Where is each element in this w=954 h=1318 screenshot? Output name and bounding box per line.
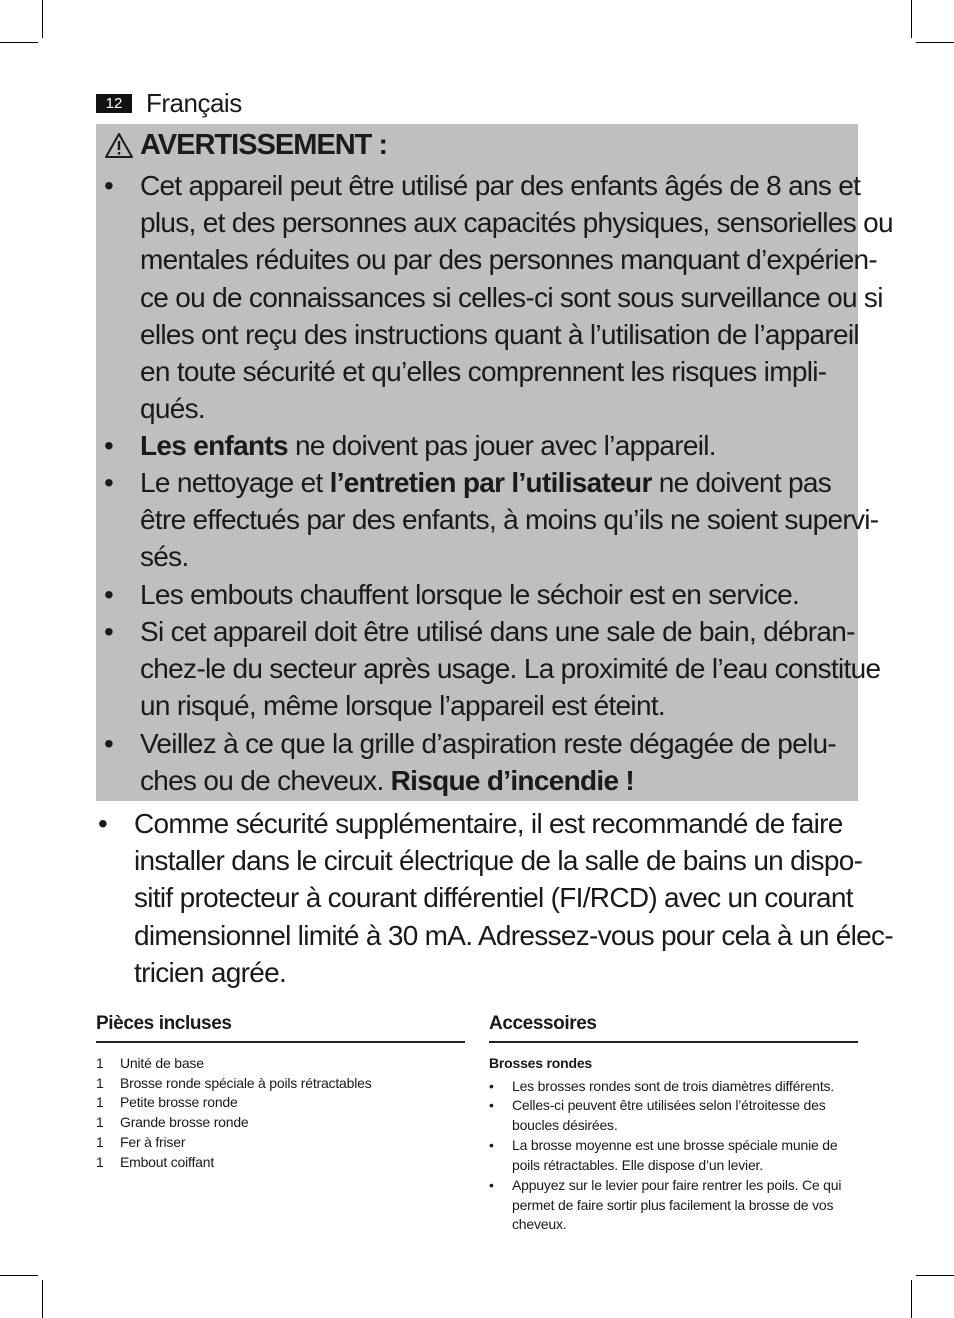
crop-mark <box>911 0 912 38</box>
text-line: La brosse moyenne est une brosse spéciale munie de <box>512 1137 838 1153</box>
bullet-dot: • <box>104 616 114 647</box>
text-span: Le nettoyage et <box>140 467 330 498</box>
part-name: Fer à friser <box>120 1134 186 1150</box>
crop-mark <box>42 0 43 38</box>
text-line: sitif protecteur à courant différentiel (FI/RCD) avec un courant <box>134 882 853 914</box>
part-name: Unité de base <box>120 1055 204 1071</box>
text-line: plus, et des personnes aux capacités physiques, sensorielles ou <box>140 207 893 239</box>
text-line: Cet appareil peut être utilisé par des enfants âgés de 8 ans et <box>140 170 861 201</box>
page-header <box>96 88 242 119</box>
crop-mark <box>916 1275 954 1276</box>
accessories-subtitle: Brosses rondes <box>489 1055 593 1071</box>
warning-triangle-icon <box>104 132 134 159</box>
bold-text: l’entretien par l’utilisateur <box>329 467 652 498</box>
bullet-dot: • <box>98 808 108 839</box>
accessories-title: Accessoires <box>489 1013 858 1043</box>
bullet-dot: • <box>489 1097 494 1113</box>
part-qty: 1 <box>96 1075 104 1091</box>
warning-box <box>96 124 893 801</box>
accessories-section <box>489 1013 858 1043</box>
bold-text: Les enfants <box>140 430 288 461</box>
part-qty: 1 <box>96 1055 104 1071</box>
bullet-dot: • <box>104 728 114 759</box>
text-line: un risqué, même lorsque l’appareil est éteint. <box>140 690 665 722</box>
part-qty: 1 <box>96 1154 104 1170</box>
text-line: Les embouts chauffent lorsque le séchoir est en service. <box>140 579 800 610</box>
bullet-dot: • <box>104 430 114 461</box>
part-name: Embout coiffant <box>120 1154 215 1170</box>
text-line: chez-le du secteur après usage. La proximité de l’eau constitue <box>140 653 881 685</box>
crop-mark <box>911 1280 912 1318</box>
text-line: Comme sécurité supplémentaire, il est recommandé de faire <box>134 808 843 839</box>
page-number: 12 <box>96 94 132 113</box>
parts-section <box>96 1013 465 1043</box>
bullet-dot: • <box>489 1177 494 1193</box>
warning-title <box>104 129 387 162</box>
text-line: être effectués par des enfants, à moins qu’ils ne soient supervi- <box>140 504 879 536</box>
text-line: mentales réduites ou par des personnes manquant d’expérien- <box>140 244 877 276</box>
warning-title-text: AVERTISSEMENT : <box>140 129 388 161</box>
part-name: Grande brosse ronde <box>120 1114 249 1130</box>
bullet-dot: • <box>104 579 114 610</box>
text-line: dimensionnel limité à 30 mA. Adressez-vous pour cela à un élec- <box>134 919 893 951</box>
crop-mark <box>0 1275 38 1276</box>
text-span: ne doivent pas <box>651 467 832 498</box>
text-line: tricien agrée. <box>134 956 287 988</box>
text-line: sés. <box>140 541 189 573</box>
text-line: ce ou de connaissances si celles-ci sont sous surveillance ou si <box>140 281 883 313</box>
text-line: Celles-ci peuvent être utilisées selon l’étroitesse des <box>512 1097 826 1113</box>
text-line: elles ont reçu des instructions quant à l’utilisation de l’appareil <box>140 318 859 350</box>
text-line: Veillez à ce que la grille d’aspiration reste dégagée de pelu- <box>140 728 836 759</box>
part-name: Petite brosse ronde <box>120 1094 238 1110</box>
bullet-dot: • <box>489 1137 494 1153</box>
text-line: qués. <box>140 393 205 425</box>
text-line: installer dans le circuit électrique de la salle de bains un dispo- <box>134 845 863 877</box>
text-line: permet de faire sortir plus facilement la brosse de vos <box>512 1197 834 1213</box>
crop-mark <box>0 42 38 43</box>
bullet-dot: • <box>104 170 114 201</box>
text-span: ches ou de cheveux. <box>140 765 391 797</box>
part-qty: 1 <box>96 1134 104 1150</box>
language-title: Français <box>146 88 242 118</box>
crop-mark <box>916 42 954 43</box>
text-line: Si cet appareil doit être utilisé dans une sale de bain, débran- <box>140 616 855 647</box>
bullet-dot: • <box>489 1078 494 1094</box>
text-line: cheveux. <box>512 1216 567 1232</box>
part-qty: 1 <box>96 1094 104 1110</box>
bullet-dot: • <box>104 467 114 498</box>
text-line: boucles désirées. <box>512 1117 618 1133</box>
bold-text: Risque d’incendie ! <box>390 765 635 797</box>
text-line: poils rétractables. Elle dispose d’un levier. <box>512 1157 763 1173</box>
part-qty: 1 <box>96 1114 104 1130</box>
text-line: Les brosses rondes sont de trois diamètres différents. <box>512 1078 835 1094</box>
part-name: Brosse ronde spéciale à poils rétractables <box>120 1075 372 1091</box>
crop-mark <box>42 1280 43 1318</box>
text-line: Appuyez sur le levier pour faire rentrer les poils. Ce qui <box>512 1177 842 1193</box>
text-span: ne doivent pas jouer avec l’appareil. <box>287 430 716 461</box>
text-line: en toute sécurité et qu’elles comprennent les risques impli- <box>140 356 827 388</box>
parts-title: Pièces incluses <box>96 1013 465 1043</box>
